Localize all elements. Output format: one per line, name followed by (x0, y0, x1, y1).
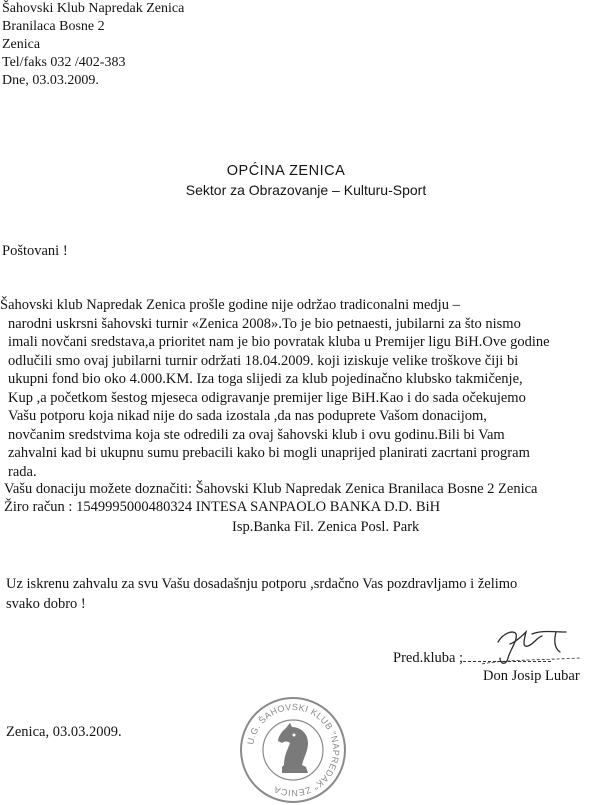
body-line: Kup ,a početkom šestog mjeseca odigravanje premijer lige BiH.Kao i do sada očekujemo (8, 389, 526, 406)
body-line: odlučili smo ovaj jubilarni turnir održati 18.04.2009. koji iziskuje velike troškove čiji bi (8, 352, 519, 369)
sender-street: Branilaca Bosne 2 (2, 19, 105, 34)
signature-label: Pred.kluba ; (393, 650, 464, 666)
closing-line-2: svako dobro ! (6, 596, 86, 612)
body-line: Šahovski klub Napredak Zenica prošle godine nije održao tradiconalni medju – (0, 297, 460, 313)
recipient-line-1: OPĆINA ZENICA (226, 163, 346, 179)
donation-line-2: Žiro račun : 1549995000480324 INTESA SANPAOLO BANKA D.D. BiH (4, 499, 441, 515)
body-line: imali novčani sredstava,a prioritet nam je bio povratak kluba u Premijer ligu BiH.Ove godine (8, 334, 550, 350)
body-line: Vašu potporu koja nikad nije do sada izostala ,da nas poduprete Vašom donacijom, (8, 408, 487, 424)
letter-body (0, 296, 600, 481)
sender-name: Šahovski Klub Napredak Zenica (2, 1, 185, 16)
body-line: zahvalni kad bi ukupnu sumu prebacili kako bi mogli unaprijed planirati zacrtani program (8, 445, 530, 461)
sender-date: Dne, 03.03.2009. (2, 73, 99, 88)
body-line: narodni uskrsni šahovski turnir «Zenica 2008».To je bio petnaesti, jubilarni za što nismo (8, 315, 521, 332)
stamp-text: U.G. ŠAHOVSKI KLUB "NAPREDAK" ZENICA (245, 701, 342, 799)
sender-city: Zenica (2, 37, 41, 52)
footer-place-date: Zenica, 03.03.2009. (6, 724, 122, 740)
donation-line-1: Vašu donaciju možete doznačiti: Šahovski Klub Napredak Zenica Branilaca Bosne 2 Zenica (4, 481, 538, 497)
recipient-block (0, 163, 600, 198)
handwritten-signature (470, 620, 590, 670)
signatory-name: Don Josip Lubar (483, 668, 580, 684)
sender-block (2, 0, 184, 90)
club-stamp (238, 695, 348, 805)
body-line: rada. (8, 463, 37, 480)
body-line: ukupni fond bio oko 4.000.KM. Iza toga slijedi za klub pojedinačno klubsko takmičenje, (8, 371, 523, 387)
body-line: novčanim sredstvima koja ste odredili za ovaj šahovski klub i ovu godinu.Bili bi Vam (8, 426, 505, 443)
closing-line-1: Uz iskrenu zahvalu za svu Vašu dosadašnju potporu ,srdačno Vas pozdravljamo i želimo (6, 576, 518, 592)
sender-phone: Tel/faks 032 /402-383 (2, 55, 126, 70)
salutation: Poštovani ! (2, 243, 68, 259)
chess-knight-icon (278, 723, 308, 773)
recipient-line-2: Sektor za Obrazovanje – Kulturu-Sport (185, 182, 427, 198)
donation-line-3: Isp.Banka Fil. Zenica Posl. Park (232, 519, 420, 535)
